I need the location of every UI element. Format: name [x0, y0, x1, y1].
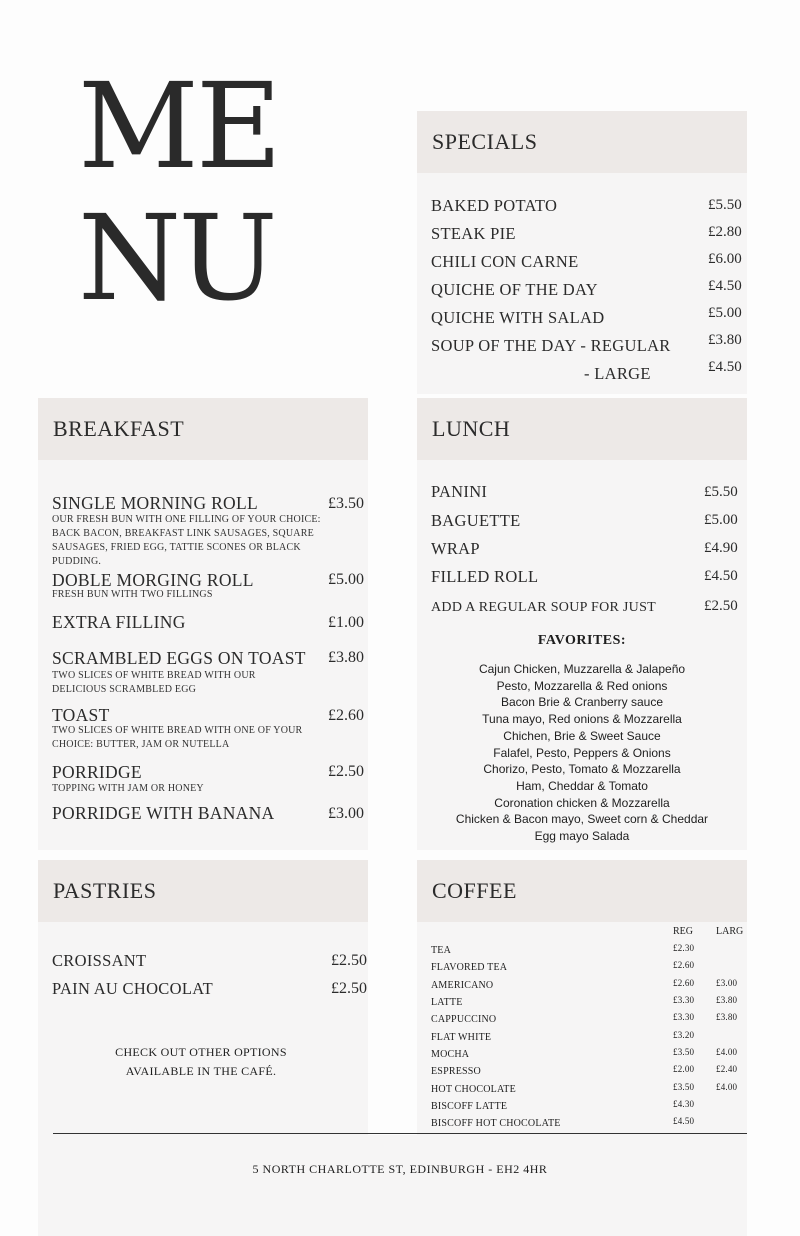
- favorites-item: Cajun Chicken, Muzzarella & Jalapeño: [478, 662, 686, 676]
- breakfast-item-price: £3.80: [328, 649, 364, 666]
- coffee-row: [431, 997, 747, 1014]
- pastries-note: [90, 1043, 312, 1081]
- favorites-item: Chichen, Brie & Sweet Sauce: [503, 728, 661, 743]
- coffee-item-regular-price: £2.60: [673, 960, 695, 970]
- lunch-item-price: £4.90: [704, 540, 738, 556]
- pastries-item-name: CROISSANT: [52, 951, 147, 970]
- menu-title-line2: NU: [78, 189, 275, 327]
- specials-item-price: £3.80: [708, 332, 742, 348]
- menu-title: [78, 57, 358, 327]
- breakfast-item-name: DOBLE MORGING ROLL: [52, 570, 254, 590]
- favorites-item: Bacon Brie & Cranberry sauce: [500, 695, 664, 710]
- coffee-item-regular-price: £2.30: [673, 943, 695, 953]
- breakfast-item-description: FRESH BUN WITH TWO FILLINGS: [52, 589, 213, 600]
- breakfast-heading: BREAKFAST: [53, 416, 185, 441]
- pastries-item-price: £2.50: [331, 952, 367, 969]
- breakfast-item-price: £2.60: [328, 707, 364, 724]
- coffee-row: [431, 1049, 747, 1066]
- specials-item-price: £4.50: [708, 278, 742, 294]
- breakfast-item-name: EXTRA FILLING: [52, 612, 186, 632]
- coffee-item-name: TEA: [431, 945, 452, 956]
- pastries-note-line2: AVAILABLE IN THE CAFÉ.: [125, 1064, 277, 1078]
- coffee-col-regular: REG: [673, 926, 693, 937]
- pastries-item-name: PAIN AU CHOCOLAT: [52, 979, 213, 998]
- breakfast-item-name: PORRIDGE: [52, 762, 142, 782]
- lunch-item-price: £4.50: [704, 568, 738, 584]
- specials-item-name: - LARGE: [584, 364, 651, 383]
- lunch-item-name: FILLED ROLL: [431, 567, 539, 586]
- breakfast-item-price: £2.50: [328, 763, 364, 780]
- coffee-item-large-price: £4.00: [716, 1047, 738, 1057]
- favorites-item: Coronation chicken & Mozzarella: [494, 795, 670, 810]
- coffee-item-large-price: £3.80: [716, 1012, 738, 1022]
- favorites-title: FAVORITES:: [537, 633, 627, 648]
- coffee-item-regular-price: £4.30: [673, 1099, 695, 1109]
- breakfast-item-name: PORRIDGE WITH BANANA: [52, 803, 275, 823]
- lunch-soup-addon: ADD A REGULAR SOUP FOR JUST: [431, 600, 657, 615]
- specials-item-name: BAKED POTATO: [431, 196, 558, 215]
- footer-divider: [53, 1133, 747, 1134]
- specials-item-name: SOUP OF THE DAY - REGULAR: [431, 336, 671, 355]
- coffee-row: [431, 1101, 747, 1118]
- specials-heading: SPECIALS: [432, 129, 538, 154]
- breakfast-item-price: £5.00: [328, 571, 364, 588]
- coffee-row: [431, 980, 747, 997]
- lunch-item-name: WRAP: [431, 539, 480, 558]
- breakfast-item-price: £3.00: [328, 805, 364, 822]
- specials-item-name: QUICHE OF THE DAY: [431, 280, 598, 299]
- pastries-item-price: £2.50: [331, 980, 367, 997]
- coffee-row: [431, 1084, 747, 1101]
- coffee-item-name: FLAT WHITE: [431, 1032, 492, 1043]
- coffee-item-name: HOT CHOCOLATE: [431, 1084, 516, 1095]
- coffee-item-name: ESPRESSO: [431, 1066, 481, 1077]
- coffee-item-large-price: £4.00: [716, 1082, 738, 1092]
- favorites-item: Egg mayo Salada: [534, 829, 630, 844]
- footer-panel: [38, 1135, 747, 1236]
- coffee-item-large-price: £3.00: [716, 978, 738, 988]
- specials-item-name: STEAK PIE: [431, 224, 516, 243]
- coffee-item-regular-price: £3.50: [673, 1082, 695, 1092]
- breakfast-item-description: TOPPING WITH JAM OR HONEY: [52, 783, 204, 794]
- breakfast-item-price: £3.50: [328, 495, 364, 512]
- coffee-item-name: CAPPUCCINO: [431, 1014, 497, 1025]
- menu-title-line1: ME: [78, 57, 279, 195]
- coffee-row: [431, 962, 747, 979]
- coffee-row: [431, 1014, 747, 1031]
- coffee-item-large-price: £3.80: [716, 995, 738, 1005]
- coffee-item-regular-price: £3.30: [673, 1012, 695, 1022]
- breakfast-item-description: TWO SLICES OF WHITE BREAD WITH ONE OF YOUR CHOICE: BUTTER, JAM OR NUTELLA: [52, 725, 303, 750]
- lunch-item-name: BAGUETTE: [431, 511, 521, 530]
- coffee-item-regular-price: £3.20: [673, 1030, 695, 1040]
- coffee-item-regular-price: £3.50: [673, 1047, 695, 1057]
- specials-item-name: QUICHE WITH SALAD: [431, 308, 605, 327]
- breakfast-item-name: SINGLE MORNING ROLL: [52, 493, 258, 513]
- favorites-item: Pesto, Mozzarella & Red onions: [496, 678, 668, 693]
- lunch-item-price: £5.50: [704, 484, 738, 500]
- lunch-header: [417, 398, 747, 460]
- favorites-item: Tuna mayo, Red onions & Mozzarella: [482, 712, 682, 727]
- specials-item-price: £5.00: [708, 305, 742, 321]
- lunch-item-price: £5.00: [704, 512, 738, 528]
- breakfast-item-price: £1.00: [328, 614, 364, 631]
- coffee-item-regular-price: £2.00: [673, 1064, 695, 1074]
- lunch-heading: LUNCH: [432, 416, 511, 441]
- coffee-item-regular-price: £3.30: [673, 995, 695, 1005]
- breakfast-item-name: SCRAMBLED EGGS ON TOAST: [52, 648, 306, 668]
- coffee-heading: COFFEE: [432, 878, 517, 903]
- pastries-header: [38, 860, 368, 922]
- pastries-note-line1: CHECK OUT OTHER OPTIONS: [115, 1045, 287, 1059]
- coffee-item-regular-price: £2.60: [673, 978, 695, 988]
- breakfast-item-description: OUR FRESH BUN WITH ONE FILLING OF YOUR CHOICE: BACK BACON, BREAKFAST LINK SAUSAGES, SQUARE SAUSAGES, FRIED EGG, TATTIE SCONES OR BLACK PUDDING.: [52, 514, 321, 567]
- coffee-item-regular-price: £4.50: [673, 1116, 695, 1126]
- breakfast-header: [38, 398, 368, 460]
- breakfast-item-name: TOAST: [52, 705, 110, 725]
- favorites-item: Chicken & Bacon mayo, Sweet corn & Cheddar: [455, 812, 709, 827]
- coffee-item-name: MOCHA: [431, 1049, 470, 1060]
- favorites-item: Ham, Cheddar & Tomato: [516, 778, 648, 793]
- specials-item-price: £4.50: [708, 359, 742, 375]
- coffee-row: [431, 1032, 747, 1049]
- coffee-col-large: LARG: [716, 926, 744, 937]
- breakfast-item-description: TWO SLICES OF WHITE BREAD WITH OUR DELICIOUS SCRAMBLED EGG: [52, 670, 256, 695]
- coffee-item-name: BISCOFF HOT CHOCOLATE: [431, 1118, 561, 1129]
- coffee-item-name: LATTE: [431, 997, 463, 1008]
- lunch-item-name: PANINI: [431, 482, 488, 501]
- coffee-header: [417, 860, 747, 922]
- coffee-row: [431, 1066, 747, 1083]
- coffee-item-name: BISCOFF LATTE: [431, 1101, 508, 1112]
- specials-item-name: CHILI CON CARNE: [431, 252, 579, 271]
- specials-header: [417, 111, 747, 173]
- lunch-item-price: £2.50: [704, 598, 738, 614]
- footer-address: 5 NORTH CHARLOTTE ST, EDINBURGH - EH2 4HR: [252, 1162, 548, 1176]
- specials-item-price: £2.80: [708, 224, 742, 240]
- favorites-item: Chorizo, Pesto, Tomato & Mozzarella: [483, 762, 681, 777]
- coffee-row: [431, 945, 747, 962]
- specials-item-price: £5.50: [708, 197, 742, 213]
- coffee-item-name: AMERICANO: [431, 980, 494, 991]
- pastries-heading: PASTRIES: [53, 878, 157, 903]
- favorites-list: [417, 661, 747, 845]
- coffee-item-name: FLAVORED TEA: [431, 962, 508, 973]
- coffee-item-large-price: £2.40: [716, 1064, 738, 1074]
- specials-item-price: £6.00: [708, 251, 742, 267]
- favorites-item: Falafel, Pesto, Peppers & Onions: [493, 745, 671, 760]
